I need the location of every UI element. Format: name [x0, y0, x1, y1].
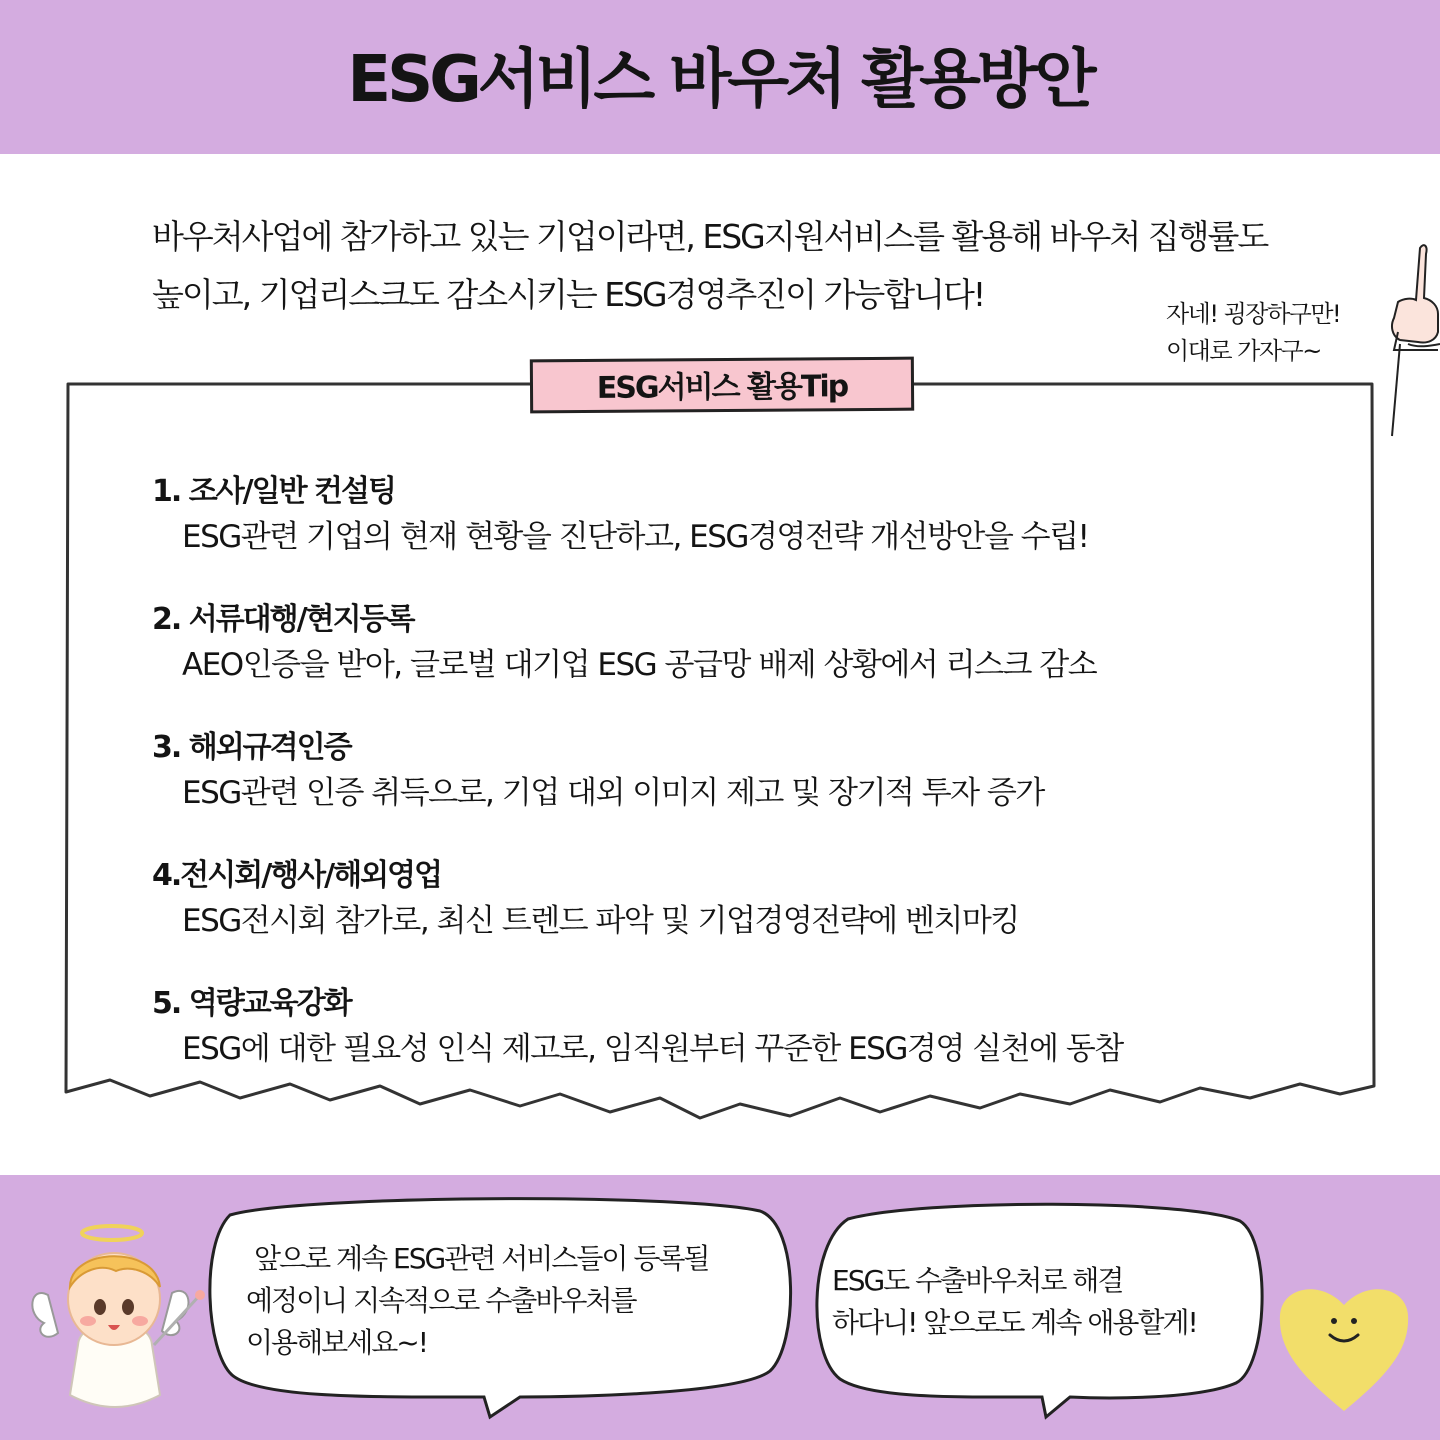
bubble-right-line-1: ESG도 수출바우처로 해결 [832, 1264, 1123, 1297]
tip-description: ESG전시회 참가로, 최신 트렌드 파악 및 기업경영전략에 벤치마킹 [182, 903, 1019, 939]
tip-title: 3. 해외규격인증 [152, 730, 351, 765]
bubble-right-line-2: 하다니! 앞으로도 계속 애용할게! [832, 1306, 1197, 1339]
intro-line-2: 높이고, 기업리스크도 감소시키는 ESG경영추진이 가능합니다! [152, 275, 985, 314]
tip-title: 5. 역량교육강화 [152, 986, 351, 1021]
page-title: ESG서비스 바우처 활용방안 [347, 43, 1093, 117]
tip-item [152, 470, 1292, 598]
smiling-heart-icon [1280, 1289, 1408, 1411]
tip-title: 4.전시회/행사/해외영업 [152, 858, 442, 893]
tip-description: ESG관련 기업의 현재 현황을 진단하고, ESG경영전략 개선방안을 수립! [182, 519, 1089, 555]
tip-item [152, 598, 1292, 726]
tips-badge: ESG서비스 활용Tip [530, 357, 914, 414]
tip-item [152, 982, 1292, 1110]
tip-item [152, 726, 1292, 854]
angel-cupid-icon [32, 1226, 205, 1407]
speech-bubble-left-text [246, 1238, 709, 1364]
bubble-left-line-3: 이용해보세요~! [246, 1326, 427, 1359]
tip-title: 1. 조사/일반 컨설팅 [152, 474, 395, 509]
tip-description: AEO인증을 받아, 글로벌 대기업 ESG 공급망 배제 상황에서 리스크 감소 [182, 647, 1097, 683]
tip-description: ESG관련 인증 취득으로, 기업 대외 이미지 제고 및 장기적 투자 증가 [182, 775, 1044, 811]
hand-speech-line-2: 이대로 가자구~ [1166, 337, 1321, 365]
tips-list [152, 470, 1292, 1110]
intro-line-1: 바우처사업에 참가하고 있는 기업이라면, ESG지원서비스를 활용해 바우처 집행률도 [152, 217, 1268, 256]
bubble-left-line-1: 앞으로 계속 ESG관련 서비스들이 등록될 [254, 1242, 709, 1275]
tip-description: ESG에 대한 필요성 인식 제고로, 임직원부터 꾸준한 ESG경영 실천에 동참 [182, 1031, 1123, 1067]
tip-title: 2. 서류대행/현지등록 [152, 602, 414, 637]
speech-bubble-right-text [832, 1260, 1197, 1344]
hand-speech-line-1: 자네! 굉장하구만! [1166, 300, 1341, 328]
footer-band [0, 1175, 1440, 1440]
footer-illustrations [0, 1175, 1440, 1440]
bubble-left-line-2: 예정이니 지속적으로 수출바우처를 [246, 1284, 636, 1317]
tip-item [152, 854, 1292, 982]
